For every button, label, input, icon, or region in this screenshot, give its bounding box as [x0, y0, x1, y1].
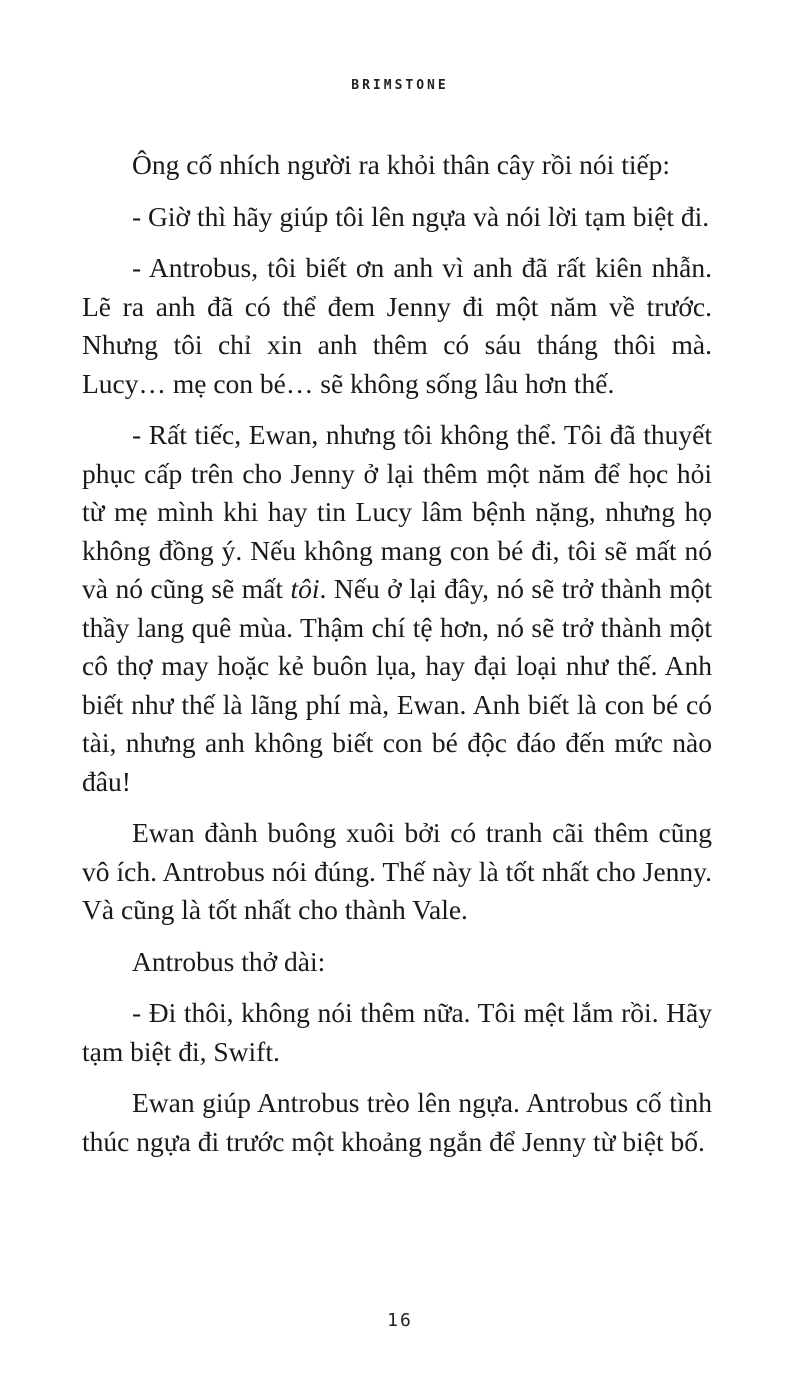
paragraph-4-emphasis: tôi: [290, 573, 320, 604]
paragraph-6: Antrobus thở dài:: [132, 945, 326, 977]
body-text: [82, 146, 712, 1174]
paragraph-3: - Antrobus, tôi biết ơn anh vì anh đã rất kiên nhẫn. Lẽ ra anh đã có thể đem Jenny đi một năm về trước. Nhưng tôi chỉ xin anh thêm có sáu tháng thôi mà. Lucy… mẹ con bé… sẽ không sống lâu hơn thế.: [82, 252, 712, 399]
paragraph-4-part-2: . Nếu ở lại đây, nó sẽ trở thành một thầy lang quê mùa. Thậm chí tệ hơn, nó sẽ trở thành một cô thợ may hoặc kẻ buôn lụa, hay đại loại như thế. Anh biết như thế là lãng phí mà, Ewan. Anh biết là con bé có tài, nhưng anh không biết con bé độc đáo đến mức nào đâu!: [82, 573, 713, 797]
paragraph-1: Ông cố nhích người ra khỏi thân cây rồi nói tiếp:: [132, 149, 671, 180]
paragraph-7: - Đi thôi, không nói thêm nữa. Tôi mệt lắm rồi. Hãy tạm biệt đi, Swift.: [82, 997, 712, 1067]
paragraph-2: - Giờ thì hãy giúp tôi lên ngựa và nói lời tạm biệt đi.: [132, 200, 710, 232]
paragraph-4-part-1: - Rất tiếc, Ewan, nhưng tôi không thể. Tôi đã thuyết phục cấp trên cho Jenny ở lại thêm một năm để học hỏi từ mẹ mình khi hay tin Lucy lâm bệnh nặng, nhưng họ không đồng ý. Nếu không mang con bé đi, tôi sẽ mất nó và nó cũng sẽ mất: [82, 419, 712, 604]
running-header: BRIMSTONE: [351, 78, 449, 93]
paragraph-8: Ewan giúp Antrobus trèo lên ngựa. Antrobus cố tình thúc ngựa đi trước một khoảng ngắn để Jenny từ biệt bố.: [82, 1087, 712, 1157]
paragraph-5: Ewan đành buông xuôi bởi có tranh cãi thêm cũng vô ích. Antrobus nói đúng. Thế này là tốt nhất cho Jenny. Và cũng là tốt nhất cho thành Vale.: [82, 817, 712, 925]
paragraph-4: [82, 416, 712, 801]
page-number: 16: [387, 1310, 413, 1331]
